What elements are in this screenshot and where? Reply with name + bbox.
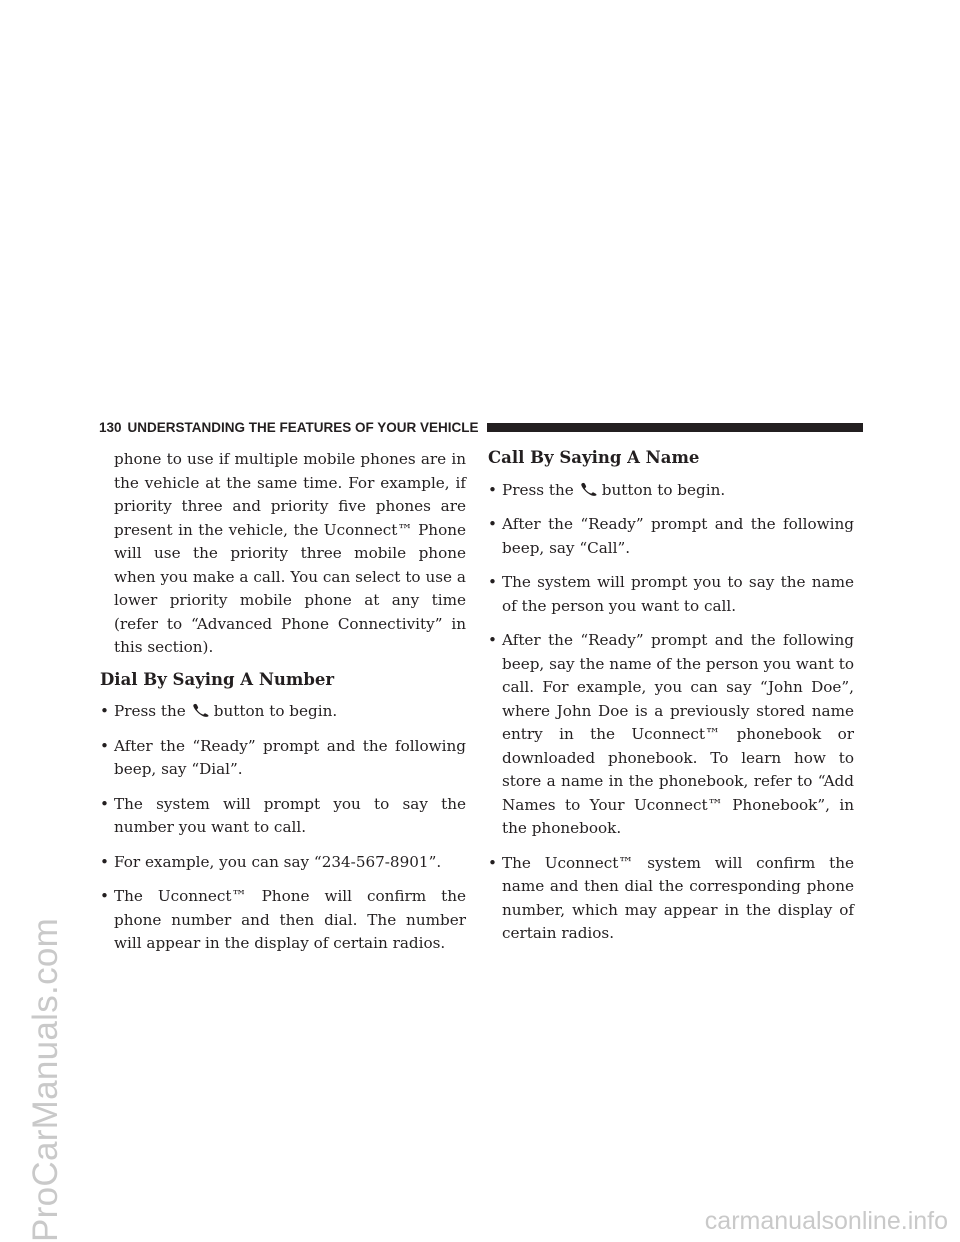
bullet-text: button to begin. <box>601 480 726 499</box>
bullet-text: For example, you can say “234-567-8901”. <box>114 852 442 871</box>
header-rule <box>487 423 863 432</box>
bullet: • <box>488 631 497 649</box>
bullet-text: Press the <box>502 480 574 499</box>
list-item <box>488 513 854 560</box>
intro-paragraph: phone to use if multiple mobile phones are in the vehicle at the same time. For example, if priority three and priority five phones are present in the vehicle, the Uconnect™ Phone will use the priority three mobile phone when you make a call. You can select to use a lower priority mobile phone at any time (refer to “Advanced Phone Connectivity” in this section). <box>114 450 466 656</box>
bullet-text: The system will prompt you to say the number you want to call. <box>114 794 466 836</box>
bullet-text: The system will prompt you to say the name of the person you want to call. <box>502 573 854 615</box>
bullet-text: After the “Ready” prompt and the following beep, say “Dial”. <box>114 736 466 778</box>
bullet: • <box>100 794 109 813</box>
bullet: • <box>100 702 109 720</box>
phone-icon <box>580 482 598 496</box>
bullet-text: The Uconnect™ system will confirm the name and then dial the corresponding phone number, which may appear in the display of certain radios. <box>502 853 854 942</box>
bullet-text: After the “Ready” prompt and the following beep, say “Call”. <box>502 515 854 557</box>
call-by-name-heading: Call By Saying A Name <box>488 448 700 467</box>
bullet-text: button to begin. <box>213 702 338 720</box>
bullet: • <box>488 853 497 872</box>
right-column <box>488 440 854 957</box>
list-item <box>100 851 466 875</box>
section-title: UNDERSTANDING THE FEATURES OF YOUR VEHICLE <box>127 419 479 435</box>
bullet: • <box>100 736 109 755</box>
left-column <box>100 448 466 967</box>
bullet-text: The Uconnect™ Phone will confirm the phone number and then dial. The number will appear in the display of certain radios. <box>114 887 466 952</box>
call-by-name-list <box>488 479 854 946</box>
page-header <box>99 418 863 436</box>
list-item <box>488 629 854 841</box>
phone-icon <box>192 703 210 717</box>
bullet-text: After the “Ready” prompt and the following beep, say the name of the person you want to call. For example, you can say “John Doe”, where John Doe is a previously stored name entry in the Uconnect™ phonebook or downloaded phonebook. To learn how to store a name in the phonebook, refer to “Add Names to Your Uconnect™ Phonebook”, in the phonebook. <box>502 631 854 837</box>
bullet-text: Press the <box>114 702 186 720</box>
bullet: • <box>488 573 497 591</box>
list-item <box>488 571 854 618</box>
bullet: • <box>100 852 109 871</box>
list-item <box>100 735 466 782</box>
list-item <box>488 852 854 946</box>
page-number: 130 <box>99 419 122 435</box>
list-item <box>100 885 466 956</box>
list-item <box>100 793 466 840</box>
bottom-watermark: carmanualsonline.info <box>704 1207 948 1235</box>
dial-by-number-heading: Dial By Saying A Number <box>100 669 335 689</box>
dial-by-number-list <box>100 700 466 956</box>
bullet: • <box>488 515 497 533</box>
side-watermark: ProCarManuals.com <box>26 917 65 1242</box>
bullet: • <box>488 480 497 499</box>
list-item <box>488 479 854 503</box>
bullet: • <box>100 887 109 905</box>
list-item <box>100 700 466 724</box>
